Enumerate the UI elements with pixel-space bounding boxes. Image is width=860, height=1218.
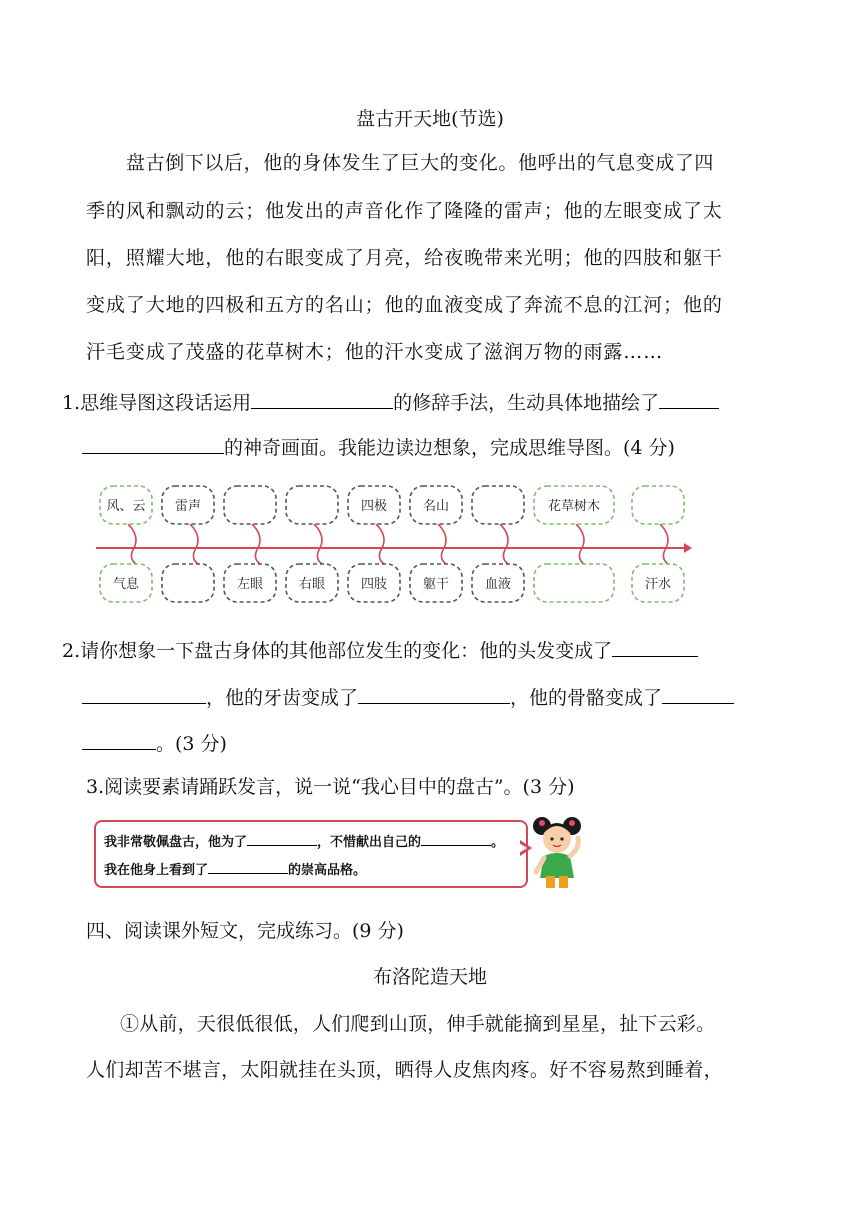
speech-text-2b: 的崇高品格。 bbox=[288, 863, 367, 878]
q2-text-a: 2.请你想象一下盘古身体的其他部位发生的变化：他的头发变成了 bbox=[62, 640, 613, 662]
q2-text-c: ，他的骨骼变成了 bbox=[510, 687, 663, 709]
mind-map-arrowhead bbox=[684, 543, 692, 553]
speech-tail-fill bbox=[519, 843, 527, 853]
mind-map-bottom-6-label: 血液 bbox=[484, 577, 512, 592]
q2-blank-hair-b[interactable] bbox=[82, 683, 206, 704]
section-4-line: ①从前，天很低很低，人们爬到山顶，伸手就能摘到星星，扯下云彩。 bbox=[120, 1013, 716, 1035]
speech-text-1a: 我非常敬佩盘古，他为了 bbox=[104, 835, 248, 850]
mind-map-bottom-4-label: 四肢 bbox=[360, 577, 388, 592]
speech-line-2 bbox=[104, 859, 366, 878]
question-3: 3.阅读要素请踊跃发言，说一说“我心目中的盘古”。(3 分) bbox=[86, 776, 575, 798]
q2-text-b: ，他的牙齿变成了 bbox=[206, 687, 359, 709]
question-1-cont bbox=[82, 433, 675, 460]
mind-map-bottom-5-label: 躯干 bbox=[422, 577, 450, 592]
question-2 bbox=[62, 636, 698, 663]
section-4-title: 布洛陀造天地 bbox=[372, 966, 487, 988]
mind-map-connector bbox=[190, 524, 198, 564]
question-2-end bbox=[82, 729, 227, 756]
q1-blank-rhetoric[interactable] bbox=[251, 388, 393, 409]
mind-map-connector bbox=[376, 524, 384, 564]
q2-text-d: 。(3 分) bbox=[156, 733, 227, 755]
passage-line: 季的风和飘动的云；他发出的声音化作了隆隆的雷声；他的左眼变成了太 bbox=[86, 200, 723, 222]
mind-map-top-2-box[interactable] bbox=[224, 486, 276, 524]
speech-line-1 bbox=[104, 831, 504, 850]
q2-blank-teeth[interactable] bbox=[358, 683, 510, 704]
mind-map-bottom-0-label: 气息 bbox=[112, 577, 140, 592]
speech-text-1c: 。 bbox=[491, 835, 505, 850]
mind-map-top-4-label: 四极 bbox=[360, 499, 388, 514]
mind-map-top-6-box[interactable] bbox=[472, 486, 524, 524]
speech-blank-sacrifice[interactable] bbox=[421, 831, 491, 846]
mind-map-bottom-2-label: 左眼 bbox=[236, 577, 264, 592]
q2-blank-bones-b[interactable] bbox=[82, 729, 156, 750]
mind-map-top-7-label: 花草树木 bbox=[547, 499, 601, 514]
mind-map-top-1-label: 雷声 bbox=[174, 499, 202, 514]
mind-map-bottom-3-label: 右眼 bbox=[298, 577, 326, 592]
mind-map-top-3-box[interactable] bbox=[286, 486, 338, 524]
passage-line: 盘古倒下以后，他的身体发生了巨大的变化。他呼出的气息变成了四 bbox=[126, 152, 715, 174]
mind-map-connector bbox=[252, 524, 260, 564]
mind-map bbox=[94, 480, 696, 608]
mind-map-connector bbox=[500, 524, 508, 564]
girl-illustration bbox=[528, 812, 590, 890]
mind-map-connector bbox=[576, 524, 584, 564]
mind-map-top-5-label: 名山 bbox=[422, 499, 450, 514]
question-2-cont bbox=[82, 683, 734, 710]
q1-blank-scene-b[interactable] bbox=[82, 433, 224, 454]
passage-line: 阳，照耀大地，他的右眼变成了月亮，给夜晚带来光明；他的四肢和躯干 bbox=[86, 247, 723, 269]
passage-line: 汗毛变成了茂盛的花草树木；他的汗水变成了滋润万物的雨露…… bbox=[86, 341, 664, 363]
q2-blank-hair-a[interactable] bbox=[612, 636, 698, 657]
mind-map-bottom-1-box[interactable] bbox=[162, 564, 214, 602]
q1-blank-scene-a[interactable] bbox=[659, 388, 719, 409]
q1-text-b: 的修辞手法，生动具体地描绘了 bbox=[393, 392, 660, 414]
mind-map-connector bbox=[128, 524, 136, 564]
speech-text-1b: ，不惜献出自己的 bbox=[317, 835, 422, 850]
mind-map-bottom-8-label: 汗水 bbox=[644, 577, 672, 592]
mind-map-bottom-7-box[interactable] bbox=[534, 564, 614, 602]
question-1 bbox=[62, 388, 719, 415]
q2-blank-bones-a[interactable] bbox=[662, 683, 734, 704]
section-4-line: 人们却苦不堪言，太阳就挂在头顶，晒得人皮焦肉疼。好不容易熬到睡着， bbox=[86, 1059, 723, 1081]
speech-bubble bbox=[94, 820, 528, 888]
speech-blank-quality[interactable] bbox=[208, 859, 288, 874]
mind-map-connector bbox=[438, 524, 446, 564]
mind-map-connector bbox=[660, 524, 668, 564]
q1-text-c: 的神奇画面。我能边读边想象，完成思维导图。(4 分) bbox=[224, 437, 675, 459]
passage-line: 变成了大地的四极和五方的名山；他的血液变成了奔流不息的江河；他的 bbox=[86, 294, 723, 316]
speech-text-2a: 我在他身上看到了 bbox=[104, 863, 209, 878]
mind-map-top-0-label: 风、云 bbox=[106, 499, 146, 514]
passage-title: 盘古开天地(节选) bbox=[356, 108, 504, 130]
mind-map-connector bbox=[314, 524, 322, 564]
section-4-heading: 四、阅读课外短文，完成练习。(9 分) bbox=[86, 920, 404, 942]
mind-map-top-8-box[interactable] bbox=[632, 486, 684, 524]
speech-blank-purpose[interactable] bbox=[247, 831, 317, 846]
q1-text-a: 1.思维导图这段话运用 bbox=[62, 392, 252, 414]
